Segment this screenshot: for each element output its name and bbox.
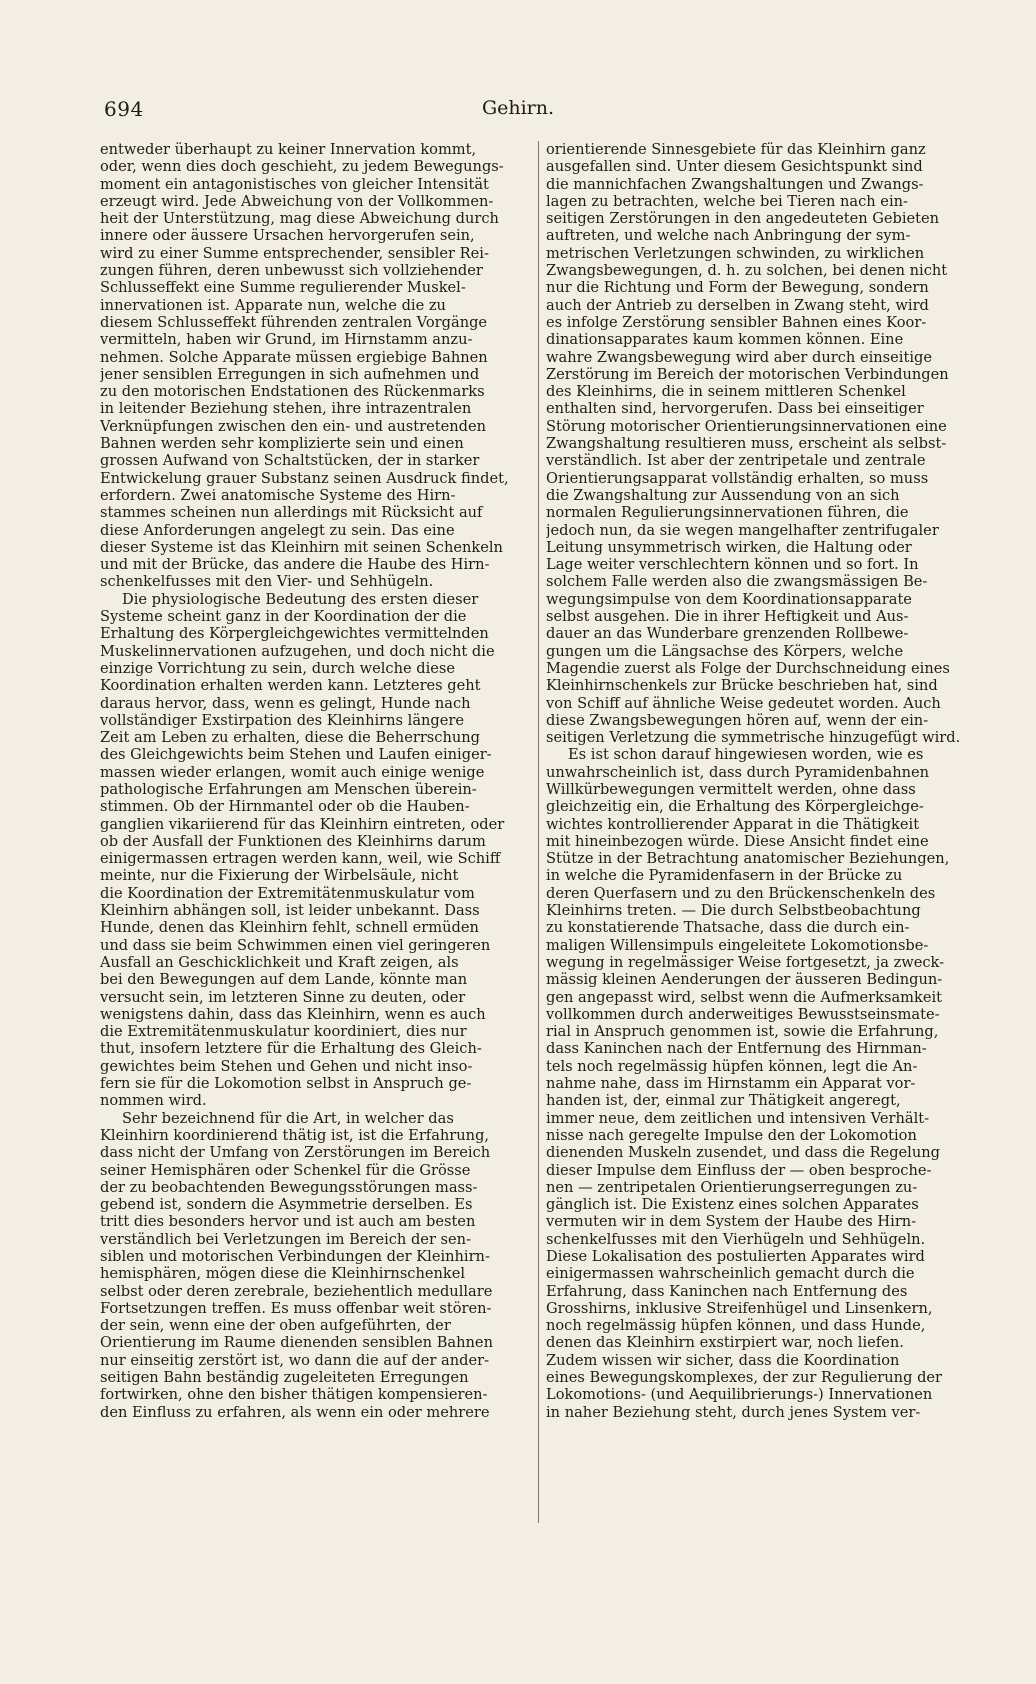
text-line: versucht sein, im letzteren Sinne zu deuten, oder: [100, 988, 466, 1006]
text-line: Erfahrung, dass Kaninchen nach Entfernung des: [546, 1282, 908, 1300]
text-line: gänglich ist. Die Existenz eines solchen Apparates: [546, 1196, 919, 1214]
text-line: innervationen ist. Apparate nun, welche die zu: [100, 296, 446, 314]
text-line: des Kleinhirns, die in seinem mittleren Schenkel: [546, 383, 906, 401]
text-line: einigermassen wahrscheinlich gemacht durch die: [546, 1265, 915, 1283]
text-line: nommen wird.: [100, 1092, 207, 1110]
text-line: wird zu einer Summe entsprechender, sensibler Rei-: [100, 244, 489, 262]
column-divider: [538, 141, 539, 1523]
right-column: [546, 141, 986, 1681]
text-line: nur einseitig zerstört ist, wo dann die auf der ander-: [100, 1351, 490, 1369]
text-line: Orientierungsapparat vollständig erhalten, so muss: [546, 469, 929, 487]
text-line: verständlich. Ist aber der zentripetale und zentrale: [546, 452, 926, 470]
running-title: Gehirn.: [481, 97, 555, 119]
text-line: seitigen Zerstörungen in den angedeuteten Gebieten: [546, 210, 940, 228]
text-line: diese Zwangsbewegungen hören auf, wenn der ein-: [546, 711, 929, 729]
text-line: diesem Schlusseffekt führenden zentralen Vorgänge: [100, 313, 488, 331]
text-line: diese Anforderungen angelegt zu sein. Das eine: [100, 521, 455, 539]
text-line: normalen Regulierungsinnervationen führen, die: [546, 504, 909, 522]
text-line: dieser Systeme ist das Kleinhirn mit seinen Schenkeln: [100, 538, 503, 556]
text-line: enthalten sind, hervorgerufen. Dass bei einseitiger: [546, 400, 924, 418]
text-line: Hunde, denen das Kleinhirn fehlt, schnell ermüden: [100, 919, 479, 937]
text-line: denen das Kleinhirn exstirpiert war, noch liefen.: [546, 1334, 904, 1352]
text-line: vermitteln, haben wir Grund, im Hirnstamm anzu-: [100, 331, 473, 349]
text-line: jener sensiblen Erregungen in sich aufnehmen und: [100, 365, 480, 383]
text-line: schenkelfusses mit den Vier- und Sehhügeln.: [100, 573, 434, 591]
text-line: vermuten wir in dem System der Haube des Hirn-: [546, 1213, 917, 1231]
text-line: seitigen Bahn beständig zugeleiteten Erregungen: [100, 1369, 469, 1387]
text-line: Willkürbewegungen vermittelt werden, ohne dass: [546, 780, 916, 798]
text-line: dinationsapparates kaum kommen können. Eine: [546, 331, 904, 349]
text-line: und mit der Brücke, das andere die Haube des Hirn-: [100, 556, 490, 574]
text-line: thut, insofern letztere für die Erhaltung des Gleich-: [100, 1040, 482, 1058]
text-line: wahre Zwangsbewegung wird aber durch einseitige: [546, 348, 932, 366]
text-line: oder, wenn dies doch geschieht, zu jedem Bewegungs-: [100, 158, 504, 176]
text-line: Bahnen werden sehr komplizierte sein und einen: [100, 435, 464, 453]
text-line: mässig kleinen Aenderungen der äusseren Bedingun-: [546, 971, 943, 989]
text-line: den Einfluss zu erfahren, als wenn ein oder mehrere: [100, 1403, 490, 1421]
text-line: einigermassen ertragen werden kann, weil, wie Schiff: [100, 850, 501, 868]
text-line: rial in Anspruch genommen ist, sowie die Erfahrung,: [546, 1023, 939, 1041]
text-line: zu den motorischen Endstationen des Rückenmarks: [100, 383, 485, 401]
text-line: lagen zu betrachten, welche bei Tieren nach ein-: [546, 192, 908, 210]
text-line: auch der Antrieb zu derselben in Zwang steht, wird: [546, 296, 929, 314]
text-line: handen ist, der, einmal zur Thätigkeit angeregt,: [546, 1092, 901, 1110]
text-line: verständlich bei Verletzungen im Bereich der sen-: [100, 1230, 472, 1248]
text-line: Stütze in der Betrachtung anatomischer Beziehungen,: [546, 850, 950, 868]
text-line: wegung in regelmässiger Weise fortgesetzt, ja zweck-: [546, 953, 945, 971]
text-line: ausgefallen sind. Unter diesem Gesichtspunkt sind: [546, 158, 923, 176]
text-line: Zwangshaltung resultieren muss, erscheint als selbst-: [546, 435, 947, 453]
text-line: heit der Unterstützung, mag diese Abweichung durch: [100, 210, 499, 228]
text-line: schenkelfusses mit den Vierhügeln und Sehhügeln.: [546, 1230, 926, 1248]
text-line: maligen Willensimpuls eingeleitete Lokomotionsbe-: [546, 936, 929, 954]
text-line: die Extremitätenmuskulatur koordiniert, dies nur: [100, 1023, 467, 1041]
text-line: solchem Falle werden also die zwangsmässigen Be-: [546, 573, 928, 591]
text-line: tritt dies besonders hervor und ist auch am besten: [100, 1213, 476, 1231]
text-line: fern sie für die Lokomotion selbst in Anspruch ge-: [100, 1075, 472, 1093]
text-line: Ausfall an Geschicklichkeit und Kraft zeigen, als: [100, 953, 459, 971]
text-line: eines Bewegungskomplexes, der zur Regulierung der: [546, 1369, 943, 1387]
text-line: erzeugt wird. Jede Abweichung von der Vollkommen-: [100, 192, 494, 210]
text-line: in leitender Beziehung stehen, ihre intrazentralen: [100, 400, 472, 418]
text-line: Lokomotions- (und Aequilibrierungs-) Innervationen: [546, 1386, 933, 1404]
text-line: daraus hervor, dass, wenn es gelingt, Hunde nach: [100, 694, 471, 712]
text-line: Systeme scheint ganz in der Koordination der die: [100, 608, 467, 626]
text-line: orientierende Sinnesgebiete für das Kleinhirn ganz: [546, 141, 926, 158]
text-line: selbst oder deren zerebrale, beziehentlich medullare: [100, 1282, 493, 1300]
text-line: es infolge Zerstörung sensibler Bahnen eines Koor-: [546, 313, 927, 331]
text-line: Kleinhirnschenkels zur Brücke beschrieben hat, sind: [546, 677, 938, 695]
text-line: Zwangsbewegungen, d. h. zu solchen, bei denen nicht: [546, 262, 948, 280]
text-line: Sehr bezeichnend für die Art, in welcher das: [122, 1109, 454, 1127]
text-line: fortwirken, ohne den bisher thätigen kompensieren-: [100, 1386, 488, 1404]
text-line: wegungsimpulse von dem Koordinationsapparate: [546, 590, 912, 608]
text-line: dieser Impulse dem Einfluss der — oben besproche-: [546, 1161, 932, 1179]
text-line: seitigen Verletzung die symmetrische hinzugefügt wird.: [546, 729, 961, 747]
text-line: Magendie zuerst als Folge der Durchschneidung eines: [546, 659, 950, 677]
text-line: und dass sie beim Schwimmen einen viel geringeren: [100, 936, 491, 954]
text-line: vollkommen durch anderweitiges Bewusstseinsmate-: [546, 1005, 940, 1023]
text-line: der zu beobachtenden Bewegungsstörungen mass-: [100, 1178, 478, 1196]
text-line: erfordern. Zwei anatomische Systeme des Hirn-: [100, 486, 456, 504]
text-line: nur die Richtung und Form der Bewegung, sondern: [546, 279, 929, 297]
text-line: der sein, wenn eine der oben aufgeführten, der: [100, 1317, 451, 1335]
text-line: Kleinhirn koordinierend thätig ist, ist die Erfahrung,: [100, 1126, 490, 1144]
text-line: einzige Vorrichtung zu sein, durch welche diese: [100, 659, 456, 677]
page-number: 694: [104, 97, 144, 121]
text-line: immer neue, dem zeitlichen und intensiven Verhält-: [546, 1109, 930, 1127]
text-line: meinte, nur die Fixierung der Wirbelsäule, nicht: [100, 867, 459, 885]
text-line: bei den Bewegungen auf dem Lande, könnte man: [100, 971, 468, 989]
text-line: Störung motorischer Orientierungsinnervationen eine: [546, 417, 947, 435]
text-line: Diese Lokalisation des postulierten Apparates wird: [546, 1248, 925, 1265]
text-line: Koordination erhalten werden kann. Letzteres geht: [100, 677, 481, 695]
text-line: Entwickelung grauer Substanz seinen Ausdruck findet,: [100, 469, 509, 487]
text-line: auftreten, und welche nach Anbringung der sym-: [546, 227, 911, 245]
text-line: Schlusseffekt eine Summe regulierender Muskel-: [100, 279, 466, 297]
text-line: ob der Ausfall der Funktionen des Kleinhirns darum: [100, 832, 486, 850]
text-line: dienenden Muskeln zusendet, und dass die Regelung: [546, 1144, 940, 1162]
text-line: mit hineinbezogen würde. Diese Ansicht findet eine: [546, 832, 929, 850]
text-line: Zerstörung im Bereich der motorischen Verbindungen: [546, 365, 949, 383]
text-line: Die physiologische Bedeutung des ersten dieser: [122, 590, 479, 608]
text-line: nahme nahe, dass im Hirnstamm ein Apparat vor-: [546, 1075, 916, 1093]
text-line: die Zwangshaltung zur Aussendung von an sich: [546, 486, 900, 504]
text-line: Lage weiter verschlechtern können und so fort. In: [546, 556, 919, 574]
text-line: Es ist schon darauf hingewiesen worden, wie es: [568, 746, 924, 764]
text-line: Orientierung im Raume dienenden sensiblen Bahnen: [100, 1334, 493, 1352]
text-line: tels noch regelmässig hüpfen können, legt die An-: [546, 1057, 918, 1075]
text-line: innere oder äussere Ursachen hervorgerufen sein,: [100, 227, 475, 245]
text-line: zu konstatierende Thatsache, dass die durch ein-: [546, 919, 910, 937]
text-line: von Schiff auf ähnliche Weise gedeutet worden. Auch: [546, 694, 941, 712]
text-line: Kleinhirns treten. — Die durch Selbstbeobachtung: [546, 902, 921, 920]
text-line: metrischen Verletzungen schwinden, zu wirklichen: [546, 244, 925, 262]
text-line: Muskelinnervationen aufzugehen, und doch nicht die: [100, 642, 495, 660]
text-line: massen wieder erlangen, womit auch einige wenige: [100, 763, 485, 781]
text-line: seiner Hemisphären oder Schenkel für die Grösse: [100, 1161, 471, 1179]
text-line: Kleinhirn abhängen soll, ist leider unbekannt. Dass: [100, 902, 480, 920]
text-line: unwahrscheinlich ist, dass durch Pyramidenbahnen: [546, 763, 930, 781]
text-line: pathologische Erfahrungen am Menschen überein-: [100, 780, 477, 798]
text-line: Fortsetzungen treffen. Es muss offenbar weit stören-: [100, 1299, 492, 1317]
text-line: siblen und motorischen Verbindungen der Kleinhirn-: [100, 1248, 490, 1265]
text-line: die Koordination der Extremitätenmuskulatur vom: [100, 884, 475, 902]
text-line: nisse nach geregelte Impulse den der Lokomotion: [546, 1126, 917, 1144]
text-line: deren Querfasern und zu den Brückenschenkeln des: [546, 884, 936, 902]
text-line: Verknüpfungen zwischen den ein- und austretenden: [100, 417, 487, 435]
text-line: dauer an das Wunderbare grenzenden Rollbewe-: [546, 625, 909, 643]
text-line: Zudem wissen wir sicher, dass die Koordination: [546, 1351, 900, 1369]
text-line: in welche die Pyramidenfasern in der Brücke zu: [546, 867, 903, 885]
text-line: gungen um die Längsachse des Körpers, welche: [546, 642, 904, 660]
text-line: die mannichfachen Zwangshaltungen und Zwangs-: [546, 175, 924, 193]
text-line: selbst ausgehen. Die in ihrer Heftigkeit und Aus-: [546, 608, 909, 626]
text-line: moment ein antagonistisches von gleicher Intensität: [100, 175, 489, 193]
text-line: des Gleichgewichts beim Stehen und Laufen einiger-: [100, 746, 492, 764]
text-line: vollständiger Exstirpation des Kleinhirns längere: [100, 711, 465, 729]
text-line: gewichtes beim Stehen und Gehen und nicht inso-: [100, 1057, 473, 1075]
text-line: Grosshirns, inklusive Streifenhügel und Linsenkern,: [546, 1299, 933, 1317]
text-line: entweder überhaupt zu keiner Innervation kommt,: [100, 141, 477, 158]
text-line: Erhaltung des Körpergleichgewichtes vermittelnden: [100, 625, 489, 643]
text-line: Zeit am Leben zu erhalten, diese die Beherrschung: [100, 729, 481, 747]
text-line: hemisphären, mögen diese die Kleinhirnschenkel: [100, 1265, 466, 1283]
left-column: [100, 141, 538, 1681]
text-line: wenigstens dahin, dass das Kleinhirn, wenn es auch: [100, 1005, 486, 1023]
text-line: gen angepasst wird, selbst wenn die Aufmerksamkeit: [546, 988, 943, 1006]
text-line: gebend ist, sondern die Asymmetrie derselben. Es: [100, 1196, 473, 1214]
text-line: noch regelmässig hüpfen können, und dass Hunde,: [546, 1317, 926, 1335]
text-line: nehmen. Solche Apparate müssen ergiebige Bahnen: [100, 348, 488, 366]
text-line: stimmen. Ob der Hirnmantel oder ob die Hauben-: [100, 798, 470, 816]
text-line: ganglien vikariierend für das Kleinhirn eintreten, oder: [100, 815, 505, 833]
text-line: wichtes kontrollierender Apparat in die Thätigkeit: [546, 815, 920, 833]
text-line: dass Kaninchen nach der Entfernung des Hirnman-: [546, 1040, 927, 1058]
text-line: stammes scheinen nun allerdings mit Rücksicht auf: [100, 504, 483, 522]
text-line: jedoch nun, da sie wegen mangelhafter zentrifugaler: [546, 521, 939, 539]
text-line: gleichzeitig ein, die Erhaltung des Körpergleichge-: [546, 798, 924, 816]
text-line: dass nicht der Umfang von Zerstörungen im Bereich: [100, 1144, 491, 1162]
text-line: in naher Beziehung steht, durch jenes System ver-: [546, 1403, 921, 1421]
text-line: nen — zentripetalen Orientierungserregungen zu-: [546, 1178, 918, 1196]
text-line: zungen führen, deren unbewusst sich vollziehender: [100, 262, 483, 280]
text-line: grossen Aufwand von Schaltstücken, der in starker: [100, 452, 480, 470]
text-line: Leitung unsymmetrisch wirken, die Haltung oder: [546, 538, 912, 556]
